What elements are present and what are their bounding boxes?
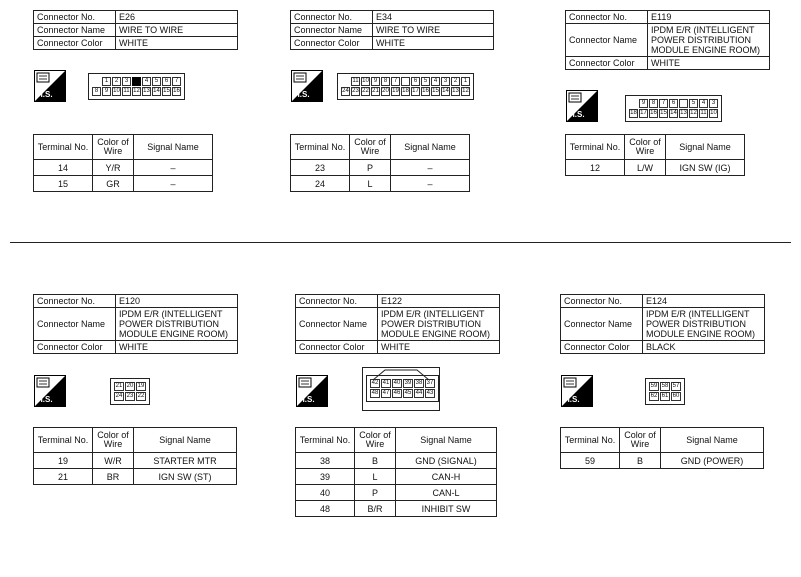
connector-pin: 37: [426, 380, 434, 386]
info-value-no: E26: [116, 11, 238, 24]
signal-table: [290, 134, 470, 192]
connector-pin: 45: [404, 390, 412, 396]
connector-pin: 19: [137, 383, 145, 389]
info-value-name: IPDM E/R (INTELLIGENT POWER DISTRIBUTION MODULE ENGINE ROOM): [116, 308, 238, 341]
cell-terminal: 38: [296, 453, 355, 469]
cell-wire: P: [350, 160, 391, 176]
info-key: Connector Color: [566, 57, 648, 70]
harness-side-icon: [566, 90, 598, 122]
info-value-no: E122: [378, 295, 500, 308]
connector-latch: [132, 77, 141, 86]
connector-pin: 5: [689, 99, 698, 108]
connector-info-table: [565, 10, 770, 70]
connector-pin: 16: [422, 88, 429, 94]
cell-terminal: 59: [561, 453, 620, 469]
connector-pin: 24: [115, 393, 123, 399]
connector-info-table: [290, 10, 494, 50]
info-key: Connector No.: [34, 295, 116, 308]
cell-terminal: 23: [291, 160, 350, 176]
info-value-color: WHITE: [116, 341, 238, 354]
connector-pin: 4: [699, 99, 708, 108]
connector-pin: 11: [700, 110, 707, 116]
connector-pin: 23: [352, 88, 359, 94]
signal-table: [295, 427, 497, 517]
table-row: [34, 160, 213, 176]
cell-terminal: 21: [34, 469, 93, 485]
connector-face: [645, 378, 685, 405]
connector-pin: 3: [122, 77, 131, 86]
connector-pin: 20: [126, 383, 134, 389]
connector-pin: 10: [710, 110, 717, 116]
info-key: Connector Name: [566, 24, 648, 57]
connector-pin: 60: [672, 393, 680, 399]
connector-pin: 43: [426, 390, 434, 396]
connector-pin: 18: [402, 88, 409, 94]
section-divider: [10, 242, 791, 243]
connector-info-table: [560, 294, 765, 354]
connector-pin: 16: [173, 88, 180, 94]
connector-pin: 57: [672, 383, 680, 389]
info-value-color: WHITE: [116, 37, 238, 50]
info-key: Connector No.: [296, 295, 378, 308]
connector-pin: 23: [126, 393, 134, 399]
column-header: Terminal No.: [566, 135, 625, 160]
hs-label: H.S.: [569, 110, 585, 119]
column-header: Terminal No.: [296, 428, 355, 453]
connector-pin: 62: [650, 393, 658, 399]
connector-pin: 6: [411, 77, 420, 86]
connector-pin: 6: [162, 77, 171, 86]
connector-pin: 14: [442, 88, 449, 94]
connector-pin: 21: [115, 383, 123, 389]
table-row: [34, 453, 237, 469]
connector-info-table: [295, 294, 500, 354]
table-row: [296, 469, 497, 485]
connector-pin: 22: [362, 88, 369, 94]
table-row: [34, 469, 237, 485]
connector-pin: 9: [371, 77, 380, 86]
info-value-no: E34: [373, 11, 494, 24]
hs-label: H.S.: [294, 90, 310, 99]
harness-side-icon: [291, 70, 323, 102]
column-header: Terminal No.: [561, 428, 620, 453]
info-key: Connector No.: [291, 11, 373, 24]
cell-terminal: 24: [291, 176, 350, 192]
info-key: Connector No.: [34, 11, 116, 24]
connector-pin: 2: [451, 77, 460, 86]
cell-terminal: 48: [296, 501, 355, 517]
connector-pin: 15: [660, 110, 667, 116]
cell-signal: STARTER MTR: [134, 453, 237, 469]
cell-wire: GR: [93, 176, 134, 192]
connector-pin: 9: [639, 99, 648, 108]
info-value-name: WIRE TO WIRE: [373, 24, 494, 37]
connector-pin: 14: [670, 110, 677, 116]
connector-pin: 58: [661, 383, 669, 389]
cell-signal: GND (POWER): [661, 453, 764, 469]
connector-pin: 13: [680, 110, 687, 116]
connector-pin: 8: [92, 87, 101, 96]
connector-pin: 7: [659, 99, 668, 108]
cell-signal: –: [391, 176, 470, 192]
column-header: Signal Name: [666, 135, 745, 160]
connector-face: [337, 73, 474, 100]
cell-wire: L: [350, 176, 391, 192]
harness-side-icon: [296, 375, 328, 407]
cell-wire: B: [355, 453, 396, 469]
connector-pin: 38: [415, 380, 423, 386]
column-header: Terminal No.: [34, 135, 93, 160]
connector-face: [110, 378, 150, 405]
table-row: [291, 160, 470, 176]
info-value-name: WIRE TO WIRE: [116, 24, 238, 37]
connector-face: [88, 73, 185, 100]
info-key: Connector Color: [34, 37, 116, 50]
connector-pin: 4: [142, 77, 151, 86]
column-header: Color of Wire: [350, 135, 391, 160]
cell-terminal: 14: [34, 160, 93, 176]
connector-pin: 41: [382, 380, 390, 386]
info-key: Connector Name: [296, 308, 378, 341]
info-key: Connector Name: [561, 308, 643, 341]
connector-pin: 14: [153, 88, 160, 94]
column-header: Color of Wire: [620, 428, 661, 453]
connector-pin: 22: [137, 393, 145, 399]
connector-pin: 10: [113, 88, 120, 94]
connector-pin: 16: [650, 110, 657, 116]
connector-pin: 9: [102, 87, 111, 96]
connector-info-table: [33, 294, 238, 354]
harness-side-icon: [34, 70, 66, 102]
connector-pin: 3: [441, 77, 450, 86]
connector-pin: 3: [709, 99, 718, 108]
info-key: Connector Color: [296, 341, 378, 354]
cell-wire: Y/R: [93, 160, 134, 176]
cell-wire: B: [620, 453, 661, 469]
connector-info-table: [33, 10, 238, 50]
connector-pin: 15: [432, 88, 439, 94]
cell-wire: W/R: [93, 453, 134, 469]
connector-pin: 42: [371, 380, 379, 386]
cell-terminal: 12: [566, 160, 625, 176]
table-row: [296, 485, 497, 501]
connector-pin: 44: [415, 390, 423, 396]
cell-signal: –: [134, 160, 213, 176]
connector-pin: 2: [112, 77, 121, 86]
cell-signal: CAN-H: [396, 469, 497, 485]
column-header: Signal Name: [391, 135, 470, 160]
connector-pin: 1: [461, 77, 470, 86]
connector-pin: 7: [391, 77, 400, 86]
connector-pin: 1: [102, 77, 111, 86]
connector-pin: 13: [143, 88, 150, 94]
signal-table: [565, 134, 745, 176]
connector-pin: 39: [404, 380, 412, 386]
info-key: Connector Color: [34, 341, 116, 354]
cell-signal: IGN SW (IG): [666, 160, 745, 176]
connector-pin: 15: [163, 88, 170, 94]
signal-table: [33, 427, 237, 485]
cell-signal: IGN SW (ST): [134, 469, 237, 485]
cell-signal: INHIBIT SW: [396, 501, 497, 517]
info-value-no: E124: [643, 295, 765, 308]
table-row: [291, 176, 470, 192]
column-header: Signal Name: [396, 428, 497, 453]
info-value-color: BLACK: [643, 341, 765, 354]
connector-pin: 18: [630, 110, 637, 116]
info-value-no: E120: [116, 295, 238, 308]
column-header: Signal Name: [134, 135, 213, 160]
cell-terminal: 15: [34, 176, 93, 192]
cell-wire: L/W: [625, 160, 666, 176]
info-key: Connector Name: [34, 308, 116, 341]
connector-pin: 13: [452, 88, 459, 94]
table-row: [296, 501, 497, 517]
info-key: Connector Color: [291, 37, 373, 50]
connector-latch: [679, 99, 688, 108]
column-header: Terminal No.: [291, 135, 350, 160]
column-header: Signal Name: [134, 428, 237, 453]
hs-label: H.S.: [299, 395, 315, 404]
connector-pin: 12: [133, 88, 140, 94]
connector-pin: 61: [661, 393, 669, 399]
cell-terminal: 39: [296, 469, 355, 485]
harness-side-icon: [34, 375, 66, 407]
info-key: Connector Name: [34, 24, 116, 37]
table-row: [34, 176, 213, 192]
connector-pin: 8: [381, 77, 390, 86]
hs-label: H.S.: [37, 90, 53, 99]
cell-signal: GND (SIGNAL): [396, 453, 497, 469]
connector-pin: 6: [669, 99, 678, 108]
cell-wire: B/R: [355, 501, 396, 517]
connector-pin: 5: [152, 77, 161, 86]
connector-pin: 47: [382, 390, 390, 396]
cell-wire: BR: [93, 469, 134, 485]
connector-face: [625, 95, 722, 122]
signal-table: [33, 134, 213, 192]
info-value-name: IPDM E/R (INTELLIGENT POWER DISTRIBUTION MODULE ENGINE ROOM): [648, 24, 770, 57]
connector-latch: [401, 77, 410, 86]
column-header: Signal Name: [661, 428, 764, 453]
connector-pin: 12: [462, 88, 469, 94]
column-header: Color of Wire: [93, 135, 134, 160]
connector-pin: 46: [393, 390, 401, 396]
cell-terminal: 40: [296, 485, 355, 501]
info-value-color: WHITE: [373, 37, 494, 50]
column-header: Color of Wire: [355, 428, 396, 453]
connector-pin: 5: [421, 77, 430, 86]
signal-table: [560, 427, 764, 469]
cell-wire: P: [355, 485, 396, 501]
column-header: Color of Wire: [93, 428, 134, 453]
connector-pin: 19: [392, 88, 399, 94]
connector-pin: 21: [372, 88, 379, 94]
table-row: [561, 453, 764, 469]
column-header: Color of Wire: [625, 135, 666, 160]
connector-pin: 7: [172, 77, 181, 86]
cell-signal: –: [134, 176, 213, 192]
info-value-no: E119: [648, 11, 770, 24]
connector-face: [366, 375, 439, 402]
harness-side-icon: [561, 375, 593, 407]
info-value-color: WHITE: [648, 57, 770, 70]
info-key: Connector Name: [291, 24, 373, 37]
info-value-name: IPDM E/R (INTELLIGENT POWER DISTRIBUTION MODULE ENGINE ROOM): [378, 308, 500, 341]
info-key: Connector Color: [561, 341, 643, 354]
table-row: [296, 453, 497, 469]
connector-pin: 17: [412, 88, 419, 94]
cell-terminal: 19: [34, 453, 93, 469]
hs-label: H.S.: [564, 395, 580, 404]
cell-signal: CAN-L: [396, 485, 497, 501]
connector-pin: 8: [649, 99, 658, 108]
connector-pin: 20: [382, 88, 389, 94]
connector-pin: 11: [352, 78, 359, 84]
connector-pin: 12: [690, 110, 697, 116]
connector-pin: 11: [123, 88, 130, 94]
table-row: [566, 160, 745, 176]
column-header: Terminal No.: [34, 428, 93, 453]
connector-pin: 40: [393, 380, 401, 386]
info-key: Connector No.: [561, 295, 643, 308]
connector-pin: 48: [371, 390, 379, 396]
connector-pin: 4: [431, 77, 440, 86]
connector-pin: 10: [362, 78, 369, 84]
cell-wire: L: [355, 469, 396, 485]
info-key: Connector No.: [566, 11, 648, 24]
hs-label: H.S.: [37, 395, 53, 404]
connector-pin: 17: [640, 110, 647, 116]
cell-signal: –: [391, 160, 470, 176]
connector-pin: 59: [650, 383, 658, 389]
info-value-color: WHITE: [378, 341, 500, 354]
info-value-name: IPDM E/R (INTELLIGENT POWER DISTRIBUTION MODULE ENGINE ROOM): [643, 308, 765, 341]
connector-pin: 24: [342, 88, 349, 94]
